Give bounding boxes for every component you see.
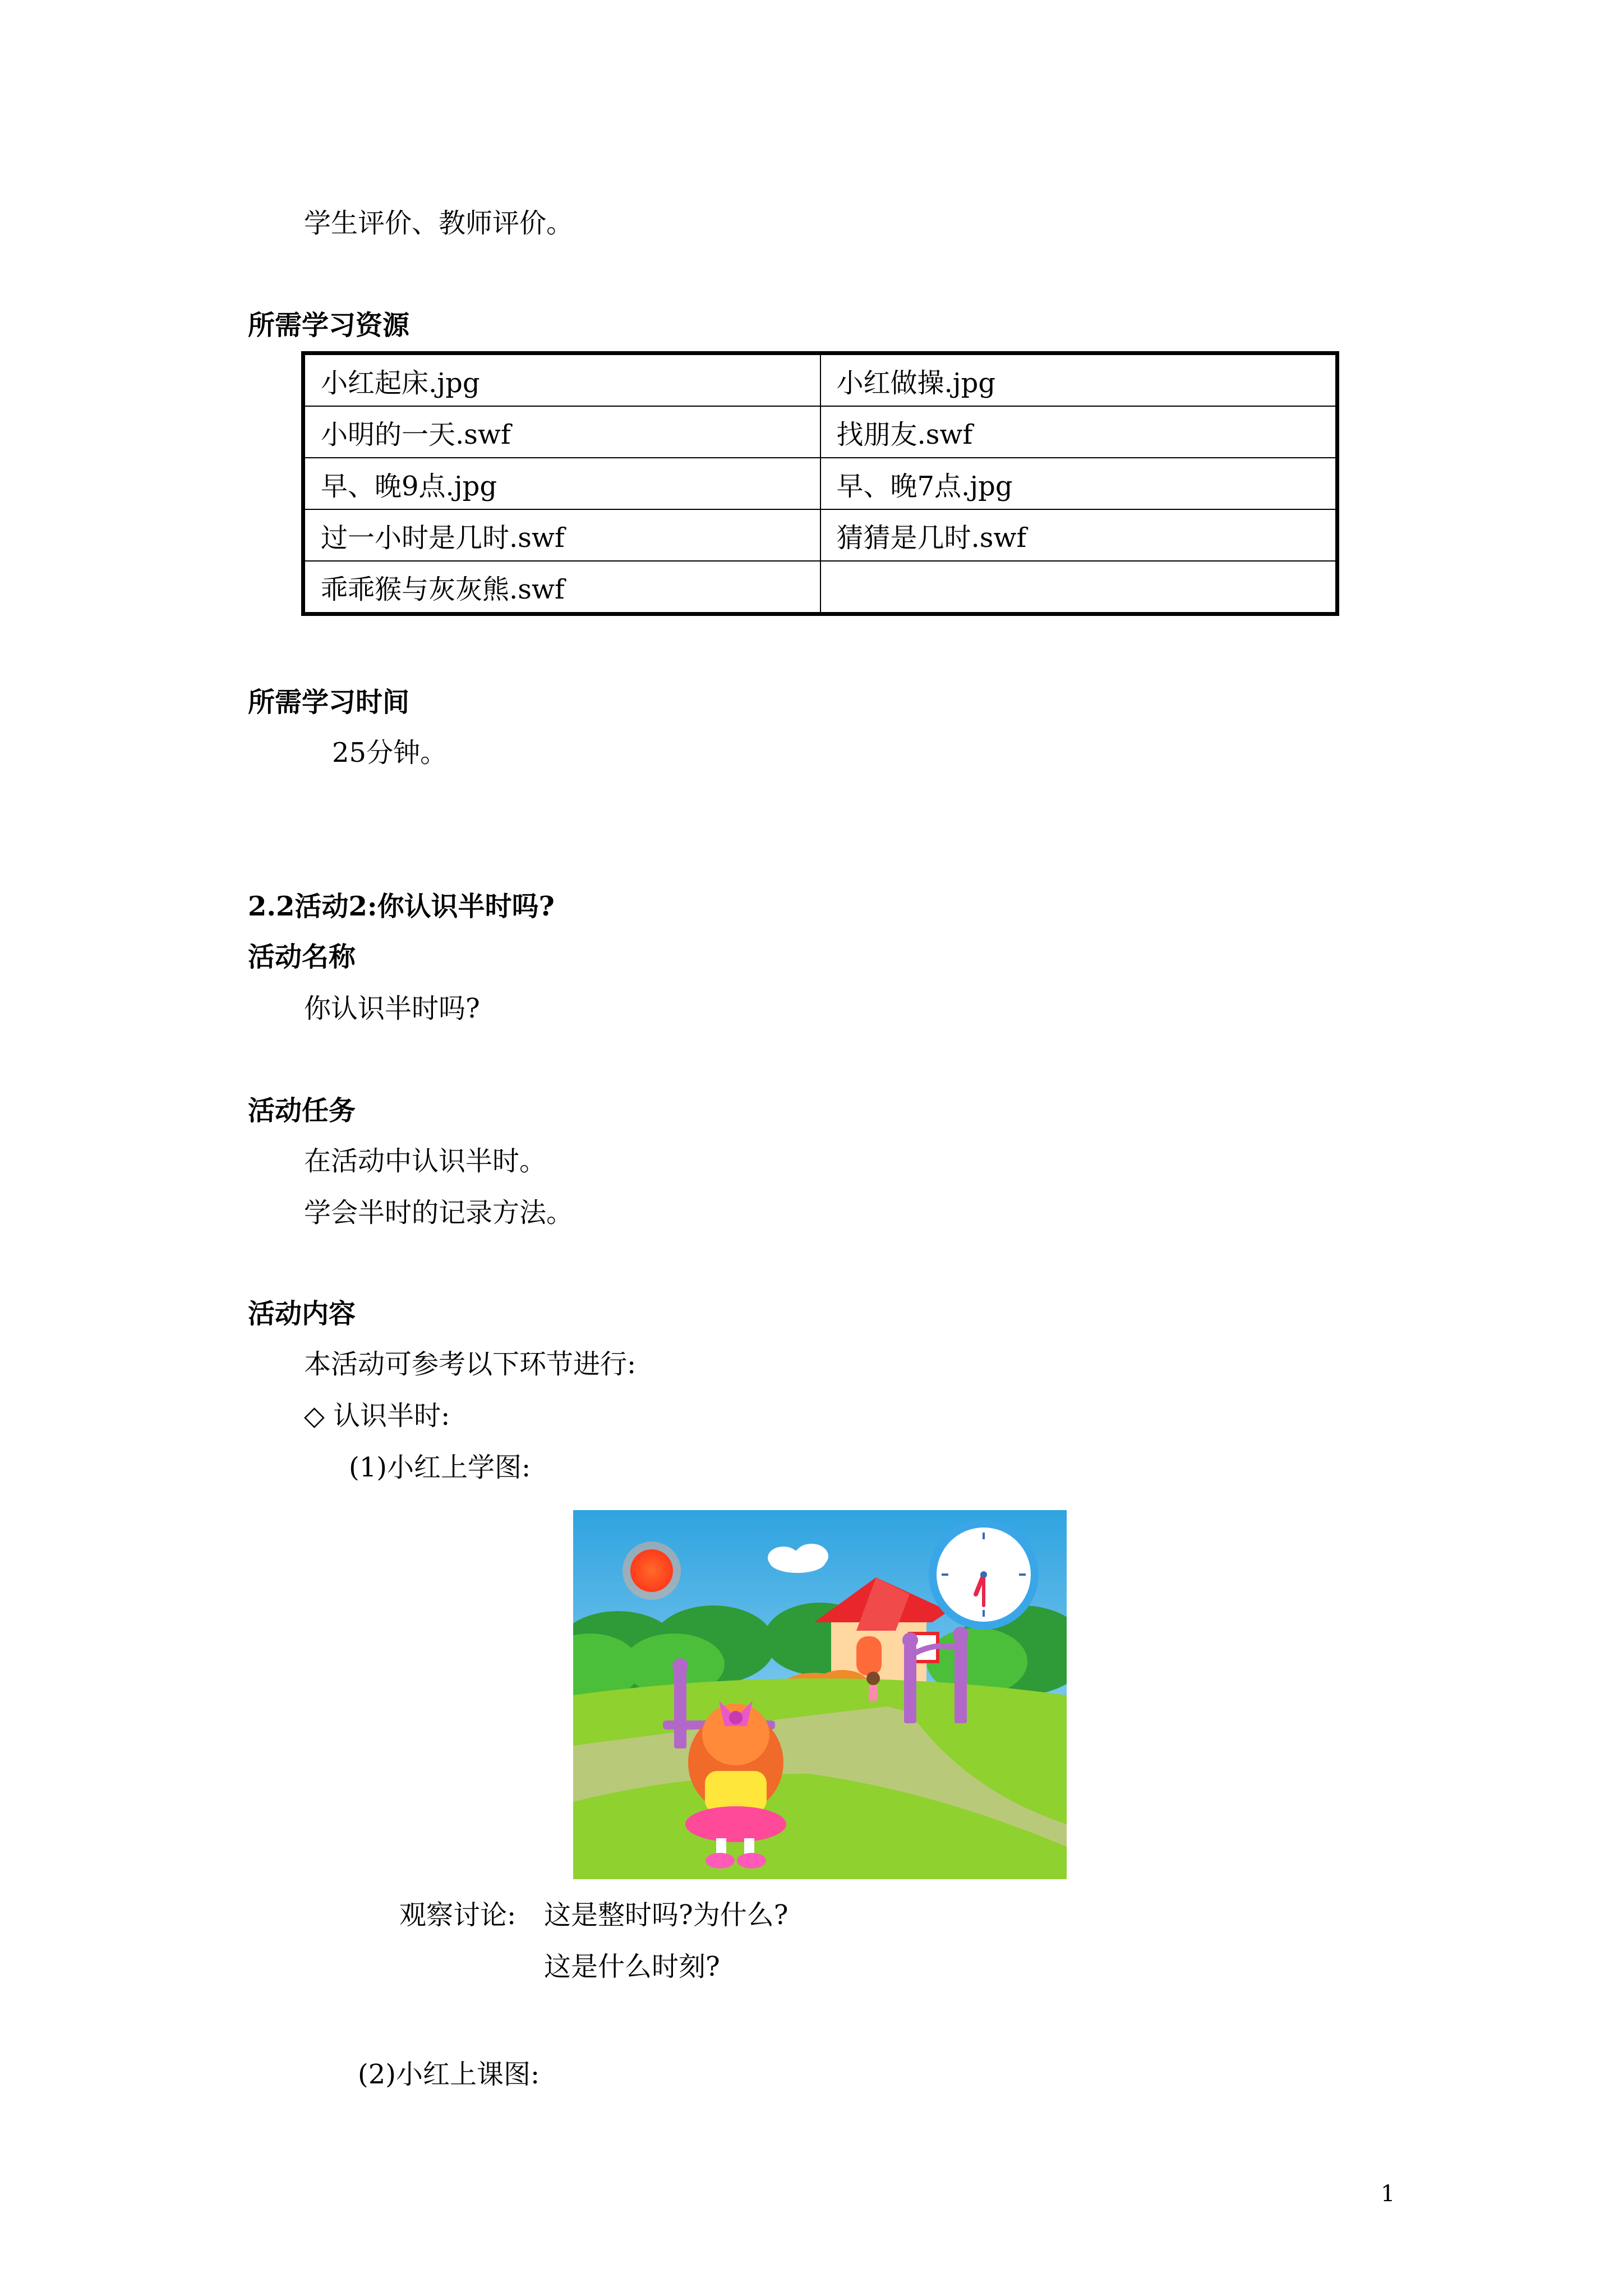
step-2-label: (2)小红上课图: — [358, 2059, 540, 2090]
resource-cell: 找朋友.swf — [820, 406, 1338, 458]
table-row — [303, 406, 1338, 458]
activity-task-heading: 活动任务 — [248, 1095, 356, 1126]
resources-table — [301, 351, 1339, 616]
activity-name: 你认识半时吗? — [304, 993, 480, 1024]
discussion-question: 这是整时吗?为什么? — [544, 1899, 789, 1931]
table-row — [303, 458, 1338, 509]
activity-content-heading: 活动内容 — [248, 1298, 356, 1329]
resource-cell: 小红做操.jpg — [820, 353, 1338, 407]
bullet-item: ◇ 认识半时: — [304, 1400, 450, 1432]
resource-cell: 猜猜是几时.swf — [820, 509, 1338, 561]
discussion-question: 这是什么时刻? — [544, 1951, 720, 1982]
resource-cell: 小明的一天.swf — [303, 406, 820, 458]
time-value: 25分钟。 — [332, 737, 448, 769]
page-number: 1 — [1381, 2181, 1395, 2207]
sun-icon — [623, 1542, 681, 1600]
resource-cell: 小红起床.jpg — [303, 353, 820, 407]
resources-heading: 所需学习资源 — [248, 310, 410, 341]
activity-name-heading: 活动名称 — [248, 941, 356, 973]
resource-cell: 过一小时是几时.swf — [303, 509, 820, 561]
resource-cell: 早、晚7点.jpg — [820, 458, 1338, 509]
resource-cell: 早、晚9点.jpg — [303, 458, 820, 509]
step-1-label: (1)小红上学图: — [349, 1452, 531, 1483]
section-title: 2.2活动2:你认识半时吗? — [248, 891, 555, 922]
discussion-label: 观察讨论: — [399, 1899, 517, 1931]
content-intro: 本活动可参考以下环节进行: — [304, 1349, 637, 1380]
resource-cell: 乖乖猴与灰灰熊.swf — [303, 561, 820, 614]
task-item: 学会半时的记录方法。 — [304, 1197, 574, 1228]
clock-icon — [929, 1520, 1039, 1630]
task-item: 在活动中认识半时。 — [304, 1145, 547, 1177]
evaluation-text: 学生评价、教师评价。 — [304, 208, 574, 239]
resource-cell — [820, 561, 1338, 614]
table-row — [303, 561, 1338, 614]
table-row — [303, 353, 1338, 407]
table-row — [303, 509, 1338, 561]
time-heading: 所需学习时间 — [248, 687, 410, 718]
illustration-going-to-school — [573, 1510, 1067, 1879]
